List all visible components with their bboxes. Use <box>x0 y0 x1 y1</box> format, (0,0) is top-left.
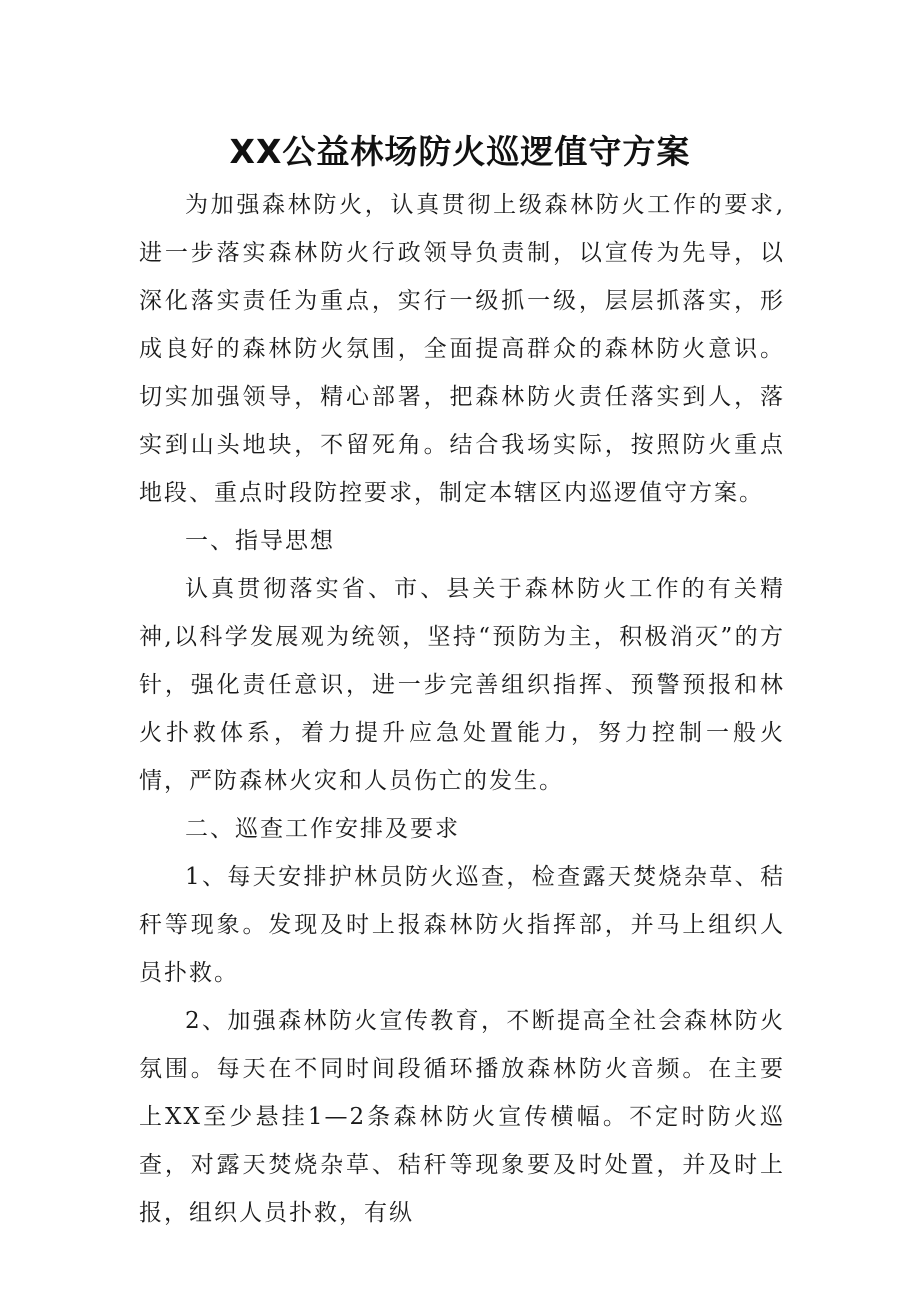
intro-paragraph: 为加强森林防火，认真贯彻上级森林防火工作的要求,进一步落实森林防火行政领导负责制，以宣传为先导，以深化落实责任为重点，实行一级抓一级，层层抓落实，形成良好的森林防火氛围，全面提高群众的森林防火意识。切实加强领导，精心部署，把森林防火责任落实到人，落实到山头地块，不留死角。结合我场实际，按照防火重点地段、重点时段防控要求，制定本辖区内巡逻值守方案。 <box>139 192 785 506</box>
section-2-item-1: 1、每天安排护林员防火巡查，检查露天焚烧杂草、秸秆等现象。发现及时上报森林防火指挥部，并马上组织人员扑救。 <box>139 864 785 986</box>
document-body <box>139 181 785 1237</box>
document-title: XX公益林场防火巡逻值守方案 <box>229 132 691 171</box>
section-1-paragraph: 认真贯彻落实省、市、县关于森林防火工作的有关精神,以科学发展观为统领，坚持“预防为主，积极消灭”的方针，强化责任意识，进一步完善组织指挥、预警预报和林火扑救体系，着力提升应急处置能力，努力控制一般火情，严防森林火灾和人员伤亡的发生。 <box>139 576 785 794</box>
section-2-heading: 二、巡查工作安排及要求 <box>185 816 460 842</box>
section-2-item-2: 2、加强森林防火宣传教育，不断提高全社会森林防火氛围。每天在不同时间段循环播放森林防火音频。在主要上XX至少悬挂1—2条森林防火宣传横幅。不定时防火巡查，对露天焚烧杂草、秸秆等现象要及时处置，并及时上报，组织人员扑救，有纵 <box>139 1008 785 1226</box>
section-1-heading: 一、指导思想 <box>185 528 335 554</box>
